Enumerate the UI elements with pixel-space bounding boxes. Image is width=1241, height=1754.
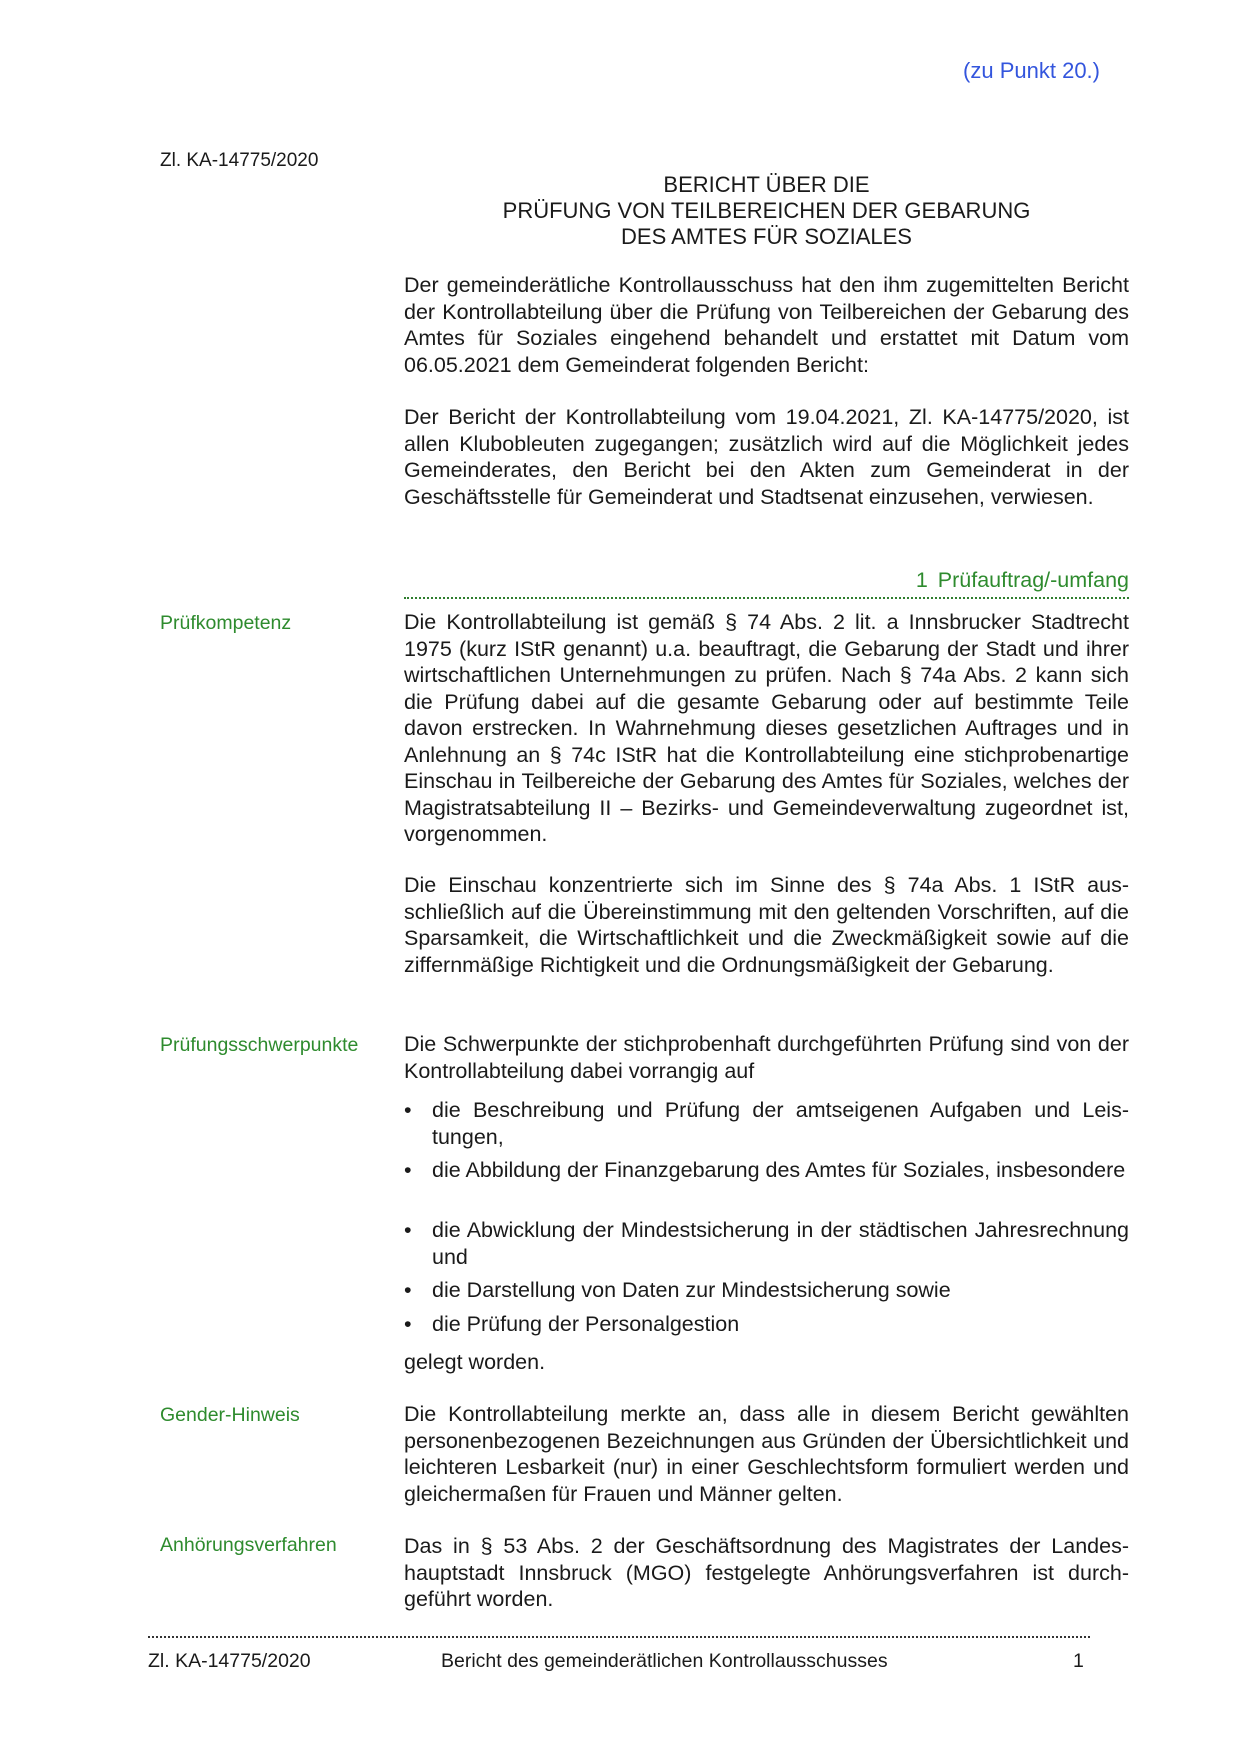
title-line-1: BERICHT ÜBER DIE — [663, 172, 870, 197]
list-item — [404, 1157, 1129, 1184]
bullet-icon: • — [404, 1218, 412, 1242]
intro-paragraph-2: Der Bericht der Kontrollabteilung vom 19.04.2021, Zl. KA-14775/2020, ist allen Klubobleuten zugegangen; zusätzlich wird auf die Möglichkeit jedes Gemeinderates, den Bericht bei den Akten zum Gemeinderat in der Geschäftsstelle für Gemeinderat und Stadtsenat einzusehen, verwiesen. — [404, 405, 1129, 509]
intro-paragraph-1: Der gemeinderätliche Kontrollausschuss hat den ihm zugemittelten Bericht der Kontrollabteilung über die Prüfung von Teilbereichen der Gebarung des Amtes für Soziales eingehend behandelt und erstattet mit Datum vom 06.05.2021 dem Gemeinderat folgenden Bericht: — [404, 273, 1129, 377]
section-title: Prüfauftrag/-umfang — [937, 568, 1129, 592]
list-item — [404, 1277, 1129, 1304]
paragraph-gender: Die Kontrollabteilung merkte an, dass alle in diesem Bericht gewählten personenbezogenen Bezeichnungen aus Gründen der Übersichtlichkeit und leichteren Lesbarkeit (nur) in einer Geschlechtsform formuliert werden und gleichermaßen für Frauen und Männer gelten. — [404, 1402, 1129, 1506]
list-item-text: die Beschreibung und Prüfung der amtseigenen Aufgaben und Leistungen, — [432, 1098, 1129, 1149]
footer-file-number: Zl. KA-14775/2020 — [148, 1650, 311, 1672]
sidenote-anhoerung: Anhörungsverfahren — [160, 1534, 337, 1556]
list-item-text: die Prüfung der Personalgestion — [432, 1312, 740, 1336]
bullet-icon: • — [404, 1098, 412, 1122]
sidenote-gender: Gender-Hinweis — [160, 1404, 300, 1426]
bullet-icon: • — [404, 1158, 412, 1182]
page-number: 1 — [1073, 1650, 1084, 1672]
agenda-reference: (zu Punkt 20.) — [963, 58, 1100, 83]
paragraph-schwerpunkte: Die Schwerpunkte der stichprobenhaft durchgeführten Prüfung sind von der Kontrollabteilung dabei vorrangig auf — [404, 1032, 1129, 1083]
title-line-3: DES AMTES FÜR SOZIALES — [621, 224, 912, 249]
footer-title: Bericht des gemeinderätlichen Kontrollausschusses — [441, 1650, 888, 1672]
sidenote-schwerpunkte: Prüfungsschwerpunkte — [160, 1034, 359, 1056]
section-number: 1 — [915, 568, 928, 592]
bullet-icon: • — [404, 1278, 412, 1302]
section-heading — [404, 568, 1129, 599]
list-item — [404, 1217, 1129, 1270]
paragraph-pruefkompetenz: Die Kontrollabteilung ist gemäß § 74 Abs. 2 lit. a Innsbrucker Stadtrecht 1975 (kurz IStR genannt) u.a. beauftragt, die Gebarung der Stadt und ihrer wirtschaftlichen Unternehmungen zu prüfen. Nach § 74a Abs. 2 kann sich die Prüfung dabei auf die gesamte Gebarung oder auf bestimmte Teile davon erstrecken. In Wahrnehmung dieses gesetzlichen Auftrages und in Anlehnung an § 74c IStR hat die Kontrollabteilung eine stichprobenartige Einschau in Teilbereiche der Gebarung des Amtes für Soziales, welches der Magistratsabteilung II – Bezirks- und Gemeindeverwaltung zugeordnet ist, vorgenommen. — [404, 610, 1129, 846]
title-line-2: PRÜFUNG VON TEILBEREICHEN DER GEBARUNG — [502, 198, 1031, 223]
paragraph-anhoerung: Das in § 53 Abs. 2 der Geschäftsordnung des Magistrates der Landeshauptstadt Innsbruck (MGO) festgelegte Anhörungsverfahren ist durchgeführt worden. — [404, 1534, 1129, 1611]
list-item-text: die Abwicklung der Mindestsicherung in der städtischen Jahresrechnung und — [432, 1218, 1129, 1269]
list-item-text: die Abbildung der Finanzgebarung des Amtes für Soziales, insbesondere — [432, 1158, 1126, 1182]
file-number: Zl. KA-14775/2020 — [160, 150, 319, 171]
document-title — [404, 172, 1129, 250]
paragraph-gelegt: gelegt worden. — [404, 1350, 546, 1374]
sidenote-pruefkompetenz: Prüfkompetenz — [160, 612, 292, 634]
list-item — [404, 1097, 1129, 1150]
list-item-text: die Darstellung von Daten zur Mindestsicherung sowie — [432, 1278, 951, 1302]
bullet-icon: • — [404, 1312, 412, 1336]
footer-divider — [148, 1636, 1090, 1638]
paragraph-einschau: Die Einschau konzentrierte sich im Sinne des § 74a Abs. 1 IStR ausschließlich auf die Übereinstimmung mit den geltenden Vorschriften, auf die Sparsamkeit, die Wirtschaftlichkeit und die Zweckmäßigkeit sowie auf die ziffernmäßige Richtigkeit und die Ordnungsmäßigkeit der Gebarung. — [404, 873, 1129, 977]
list-item — [404, 1311, 1129, 1338]
